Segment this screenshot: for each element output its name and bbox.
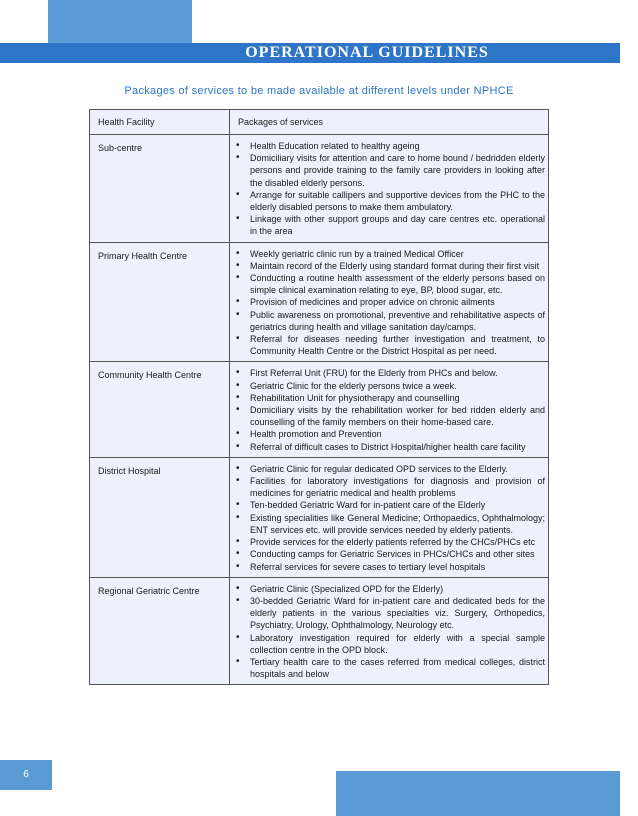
table-row	[90, 242, 549, 362]
service-item: • Provision of medicines and proper advice on chronic ailments	[230, 296, 545, 308]
service-item: • Domiciliary visits by the rehabilitation worker for bed ridden elderly and counselling of the family members on their home-based care.	[230, 404, 545, 428]
table-header-row	[90, 110, 549, 135]
table-row	[90, 457, 549, 577]
service-item: • Laboratory investigation required for elderly with a special sample collection centre in the OPD block.	[230, 632, 545, 656]
services-list	[230, 367, 545, 452]
page-number: 6	[0, 760, 52, 790]
services-cell	[230, 242, 549, 362]
service-item: • Weekly geriatric clinic run by a trained Medical Officer	[230, 248, 545, 260]
service-item: • Health Education related to healthy ageing	[230, 140, 545, 152]
service-item: • 30-bedded Geriatric Ward for in-patient care and dedicated beds for the elderly patients in the various specialties viz. Surgery, Orthopedics, Psychiatry, Urology, Ophthalmology, Neurology etc.	[230, 595, 545, 632]
service-item: • Arrange for suitable callipers and supportive devices from the PHC to the elderly disabled persons to make them ambulatory.	[230, 189, 545, 213]
services-cell	[230, 577, 549, 685]
page-title: OPERATIONAL GUIDELINES	[245, 44, 489, 61]
services-list	[230, 583, 545, 681]
facility-name: Regional Geriatric Centre	[90, 577, 230, 685]
service-item: • Geriatric Clinic for the elderly persons twice a week.	[230, 380, 545, 392]
services-cell	[230, 135, 549, 243]
service-item: • Maintain record of the Elderly using standard format during their first visit	[230, 260, 545, 272]
service-item: • Health promotion and Prevention	[230, 428, 545, 440]
facility-name: Primary Health Centre	[90, 242, 230, 362]
service-item: • Ten-bedded Geriatric Ward for in-patient care of the Elderly	[230, 499, 545, 511]
service-item: • Existing specialities like General Medicine; Orthopaedics, Ophthalmology; ENT services etc. will provide services needed by elderly patients.	[230, 512, 545, 536]
services-cell	[230, 457, 549, 577]
services-list	[230, 140, 545, 238]
service-item: • First Referral Unit (FRU) for the Elderly from PHCs and below.	[230, 367, 545, 379]
service-item: • Conducting a routine health assessment of the elderly persons based on simple clinical examination relating to eye, BP, blood sugar, etc.	[230, 272, 545, 296]
service-item: • Referral of difficult cases to District Hospital/higher health care facility	[230, 441, 545, 453]
service-item: • Domiciliary visits for attention and care to home bound / bedridden elderly persons and provide training to the family care providers in looking after the disabled elderly persons.	[230, 152, 545, 189]
services-table	[89, 109, 549, 685]
table-row	[90, 362, 549, 457]
service-item: • Conducting camps for Geriatric Services in PHCs/CHCs and other sites	[230, 548, 545, 560]
facility-name: Sub-centre	[90, 135, 230, 243]
service-item: • Rehabilitation Unit for physiotherapy and counselling	[230, 392, 545, 404]
service-item: • Public awareness on promotional, preventive and rehabilitative aspects of geriatrics during health and village sanitation day/camps.	[230, 309, 545, 333]
bottom-accent-block	[336, 771, 620, 816]
services-list	[230, 463, 545, 573]
service-item: • Facilities for laboratory investigations for diagnosis and provision of medicines for geriatric medical and health problems	[230, 475, 545, 499]
service-item: • Provide services for the elderly patients referred by the CHCs/PHCs etc	[230, 536, 545, 548]
facility-name: District Hospital	[90, 457, 230, 577]
service-item: • Referral for diseases needing further investigation and treatment, to Community Health Centre or the District Hospital as per need.	[230, 333, 545, 357]
table-row	[90, 135, 549, 243]
service-item: • Geriatric Clinic (Specialized OPD for the Elderly)	[230, 583, 545, 595]
services-list	[230, 248, 545, 358]
services-cell	[230, 362, 549, 457]
service-item: • Linkage with other support groups and day care centres etc. operational in the area	[230, 213, 545, 237]
top-accent-block	[48, 0, 192, 43]
table-caption: Packages of services to be made available at different levels under NPHCE	[124, 85, 514, 97]
service-item: • Referral services for severe cases to tertiary level hospitals	[230, 561, 545, 573]
table-row	[90, 577, 549, 685]
service-item: • Tertiary health care to the cases referred from medical colleges, district hospitals and below	[230, 656, 545, 680]
column-header-facility: Health Facility	[90, 110, 230, 135]
column-header-services: Packages of services	[230, 110, 549, 135]
facility-name: Community Health Centre	[90, 362, 230, 457]
service-item: • Geriatric Clinic for regular dedicated OPD services to the Elderly.	[230, 463, 545, 475]
